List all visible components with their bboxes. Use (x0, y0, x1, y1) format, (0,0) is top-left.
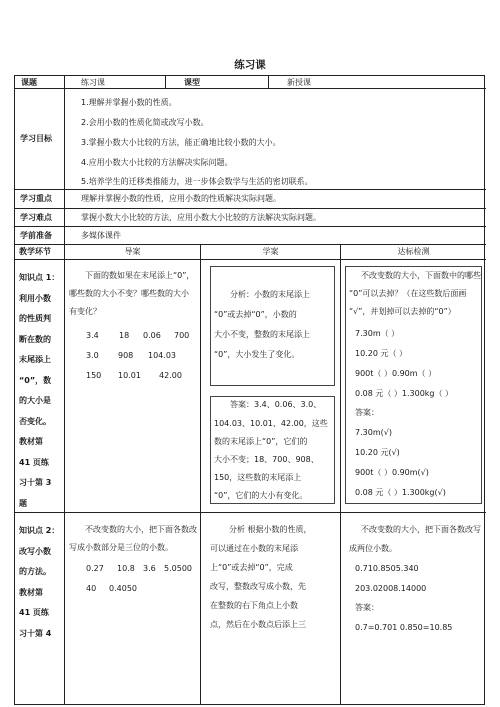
analysis-line: 改写，整数改写成小数，先 (210, 582, 306, 591)
section1-guide-line: 哪些数的大小不变？哪些数的大小 (69, 289, 189, 298)
analysis-line: “0”或去掉“0”，小数的 (214, 310, 297, 319)
number-item: 104.03 (148, 351, 176, 360)
answer-line: “0”，它们的大小有变化。 (214, 491, 308, 500)
check-item: 203.02008.14000 (355, 584, 427, 593)
analysis-line: 分析 根据小数的性质， (229, 525, 312, 534)
topic-value: 练习课 (81, 78, 105, 87)
objectives-label: 学习目标 (20, 134, 52, 143)
number-item: 10.01 (118, 371, 141, 380)
analysis-line: 点，然后在小数点后添上三 (210, 620, 306, 629)
answer-line: 150，这些数的末尾添上 (214, 473, 302, 482)
type-label: 课型 (184, 78, 200, 87)
section1-guide-line: 下面的数如果在末尾添上“0”， (85, 271, 195, 280)
objective-item: 2.会用小数的性质化简或改写小数。 (81, 118, 209, 127)
check-answer: 7.30m(√) (355, 428, 392, 437)
check-answer: 0.7=0.701 0.850=10.85 (355, 623, 453, 632)
number-item: 0.4050 (109, 584, 137, 593)
check-item: 900t（ ）0.90m（ ） (355, 369, 437, 378)
analysis-line: “0”，大小发生了变化。 (214, 350, 300, 359)
number-item: 0.27 (86, 564, 104, 573)
check-line: 成两位小数。 (349, 544, 397, 553)
answer-box (210, 396, 335, 504)
column-header-stage: 教学环节 (19, 247, 51, 256)
number-item: 0.06 (143, 331, 161, 340)
section2-guide-line: 不改变数的大小，把下面各数改 (85, 525, 197, 534)
difficulties-label: 学习难点 (20, 213, 52, 222)
check-line: “0”可以去掉？（在这些数后面画 (349, 289, 467, 298)
column-header-guide: 导案 (124, 247, 141, 256)
number-item: 42.00 (159, 371, 182, 380)
column-header-study: 学案 (262, 247, 279, 256)
check-item: 10.20 元（ ） (355, 349, 407, 358)
answer-line: 答案：3.4、0.06、3.0、 (230, 400, 322, 409)
key-points-value: 理解并掌握小数的性质，应用小数的性质解决实际问题。 (81, 194, 281, 203)
check-answer-label: 答案： (355, 603, 379, 612)
number-item: 18 (119, 331, 130, 340)
preparation-value: 多媒体课件 (81, 231, 121, 240)
number-item: 5.0500 (164, 564, 192, 573)
section1-label: 知识点 1： 利用小数 的性质判 断在数的 末尾添上 “0”，数 的大小是 否变化。 教材第 41 页练 习十第 3 题 (19, 273, 60, 508)
analysis-line: 在整数的右下角点上小数 (210, 601, 298, 610)
section1-guide-line: 有变化？ (69, 307, 101, 316)
check-answer: 0.08 元（ ）1.300kg(√) (355, 488, 446, 497)
answer-line: 大小不变；18、700、908、 (214, 455, 319, 464)
number-item: 10.8 (117, 564, 135, 573)
preparation-label: 学前准备 (20, 231, 52, 240)
analysis-line: 分析：小数的末尾添上 (230, 290, 310, 299)
section2-guide-line: 写成小数部分是三位的小数。 (69, 543, 173, 552)
key-points-label: 学习重点 (20, 194, 52, 203)
number-item: 908 (118, 351, 134, 360)
number-item: 3.4 (86, 331, 99, 340)
difficulties-value: 掌握小数大小比较的方法，应用小数大小比较的方法解决实际问题。 (81, 213, 321, 222)
lesson-plan-table (14, 75, 485, 705)
column-header-check: 达标检测 (397, 247, 430, 256)
check-item: 7.30m（ ） (355, 329, 400, 338)
section2-label: 知识点 2： 改写小数 的方法。 教材第 41 页练 习十第 4 (19, 526, 60, 638)
page-title: 练习课 (234, 59, 266, 71)
answer-line: 104.03、10.01、42.00，这些 (214, 419, 328, 428)
objective-item: 1.理解并掌握小数的性质。 (81, 98, 177, 107)
check-line: “√”，并划掉可以去掉的“0”） (349, 307, 456, 316)
check-item: 0.08 元（ ）1.300kg（ ） (355, 389, 454, 398)
analysis-box (210, 266, 335, 386)
check-answer: 900t（ ）0.90m(√) (355, 468, 429, 477)
number-item: 150 (86, 371, 102, 380)
check-item: 0.710.8505.340 (355, 564, 419, 573)
number-item: 40 (86, 584, 97, 593)
number-item: 700 (174, 331, 190, 340)
check-answer: 10.20 元(√) (355, 448, 400, 457)
objective-item: 3.掌握小数大小比较的方法，能正确地比较小数的大小。 (81, 138, 281, 147)
objective-item: 4.应用小数大小比较的方法解决实际问题。 (81, 158, 233, 167)
topic-label: 课题 (21, 78, 37, 87)
check-answer-label: 答案： (355, 408, 379, 417)
answer-line: 数的末尾添上“0”，它们的 (214, 437, 308, 446)
type-value: 新授课 (287, 78, 311, 87)
analysis-line: 大小不变，整数的末尾添上 (214, 330, 310, 339)
analysis-line: 可以通过在小数的末尾添 (210, 544, 298, 553)
check-line: 不改变数的大小，下面数中的哪些 (361, 271, 481, 280)
check-line: 不改变数的大小，把下面各数改写 (361, 525, 481, 534)
number-item: 3.6 (143, 564, 156, 573)
number-item: 3.0 (86, 351, 99, 360)
analysis-line: 上“0”或去掉“0”，完成 (210, 563, 293, 572)
objective-item: 5.培养学生的迁移类推能力，进一步体会数学与生活的密切联系。 (81, 177, 313, 186)
